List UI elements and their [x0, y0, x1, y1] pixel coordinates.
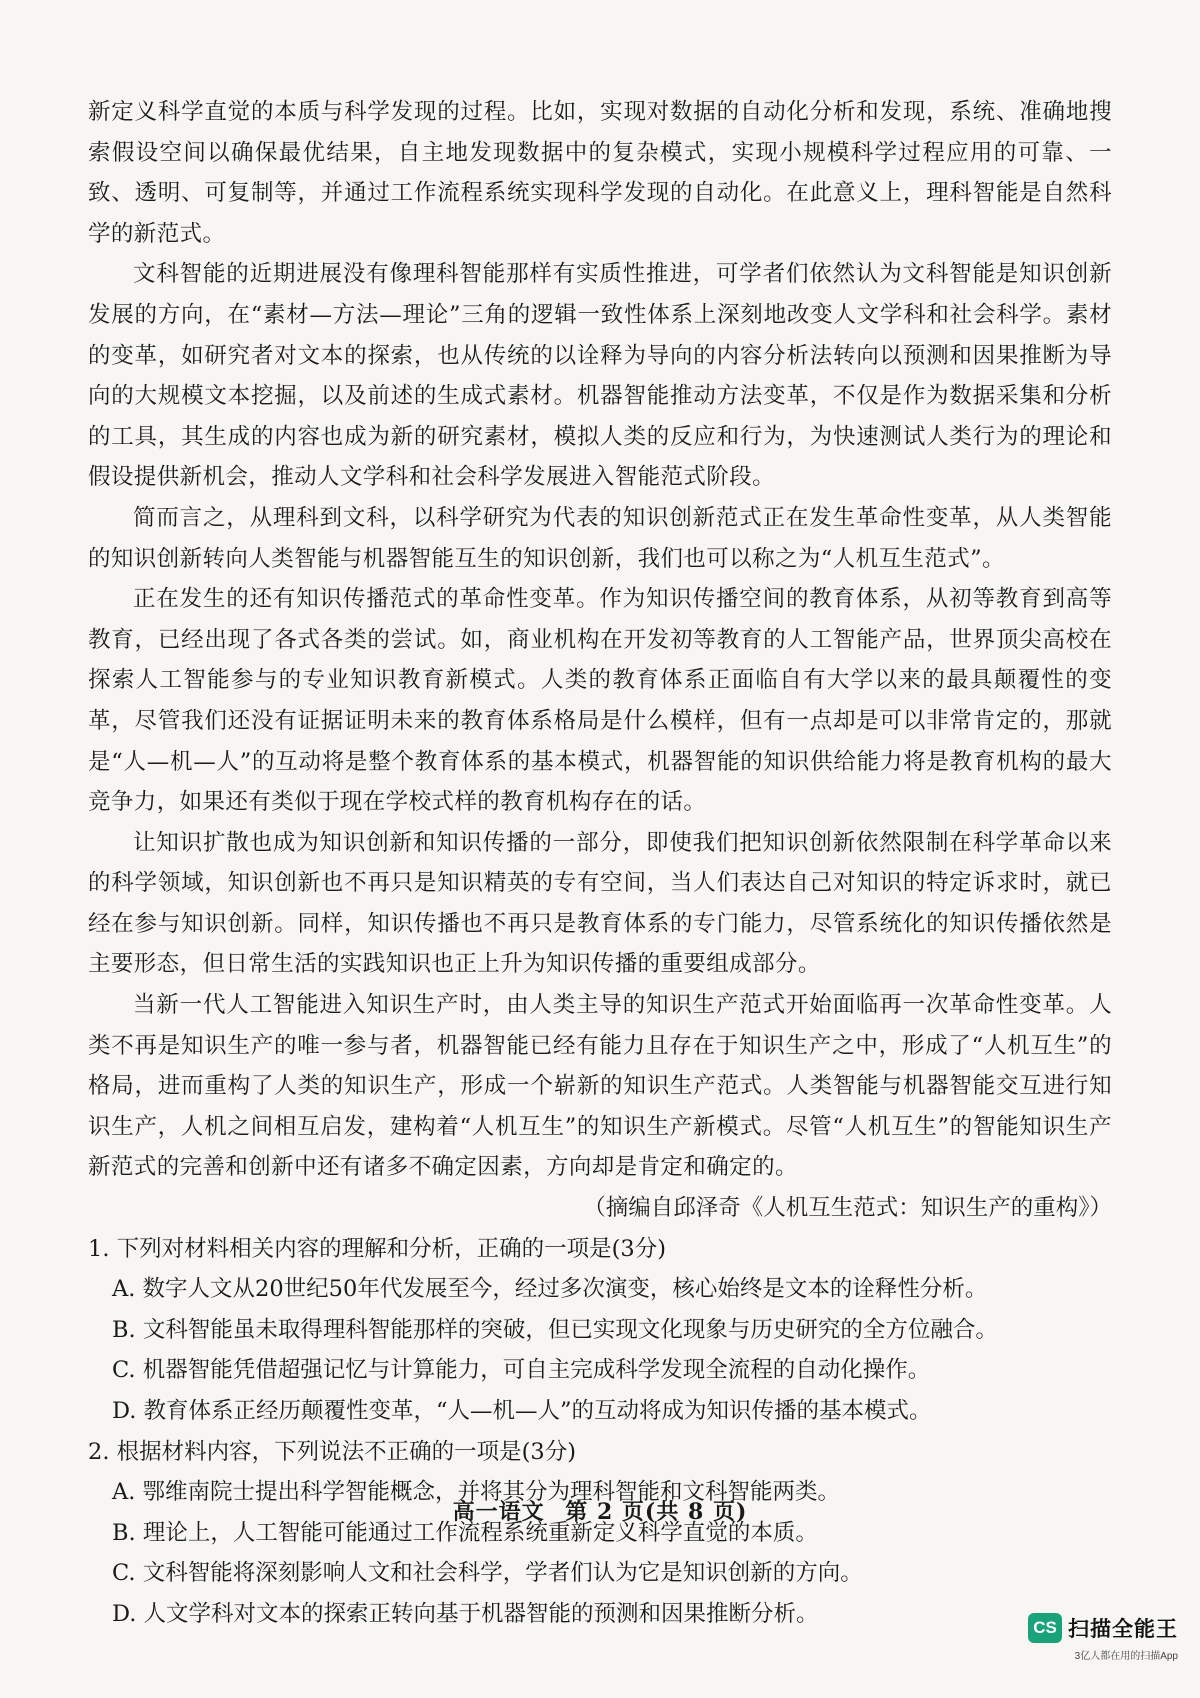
paragraph-5: 让知识扩散也成为知识创新和知识传播的一部分，即使我们把知识创新依然限制在科学革命以来的科学领域，知识创新也不再只是知识精英的专有空间，当人们表达自己对知识的特定诉求时，就已经在参与知识创新。同样，知识传播也不再只是教育体系的专门能力，尽管系统化的知识传播依然是主要形态，但日常生活的实践知识也正上升为知识传播的重要组成部分。 — [88, 829, 1112, 978]
document-body — [88, 92, 1112, 1635]
source-citation: （摘编自邱泽奇《人机互生范式：知识生产的重构》） — [583, 1195, 1112, 1222]
paragraph-1: 新定义科学直觉的本质与科学发现的过程。比如，实现对数据的自动化分析和发现，系统、准确地搜索假设空间以确保最优结果，自主地发现数据中的复杂模式，实现小规模科学过程应用的可靠、一致、透明、可复制等，并通过工作流程系统实现科学发现的自动化。在此意义上，理科智能是自然科学的新范式。 — [88, 99, 1112, 247]
question-stem: 1. 下列对材料相关内容的理解和分析，正确的一项是(3分) — [88, 1235, 666, 1262]
paragraph-4: 正在发生的还有知识传播范式的革命性变革。作为知识传播空间的教育体系，从初等教育到高等教育，已经出现了各式各类的尝试。如，商业机构在开发初等教育的人工智能产品，世界顶尖高校在探索人工智能参与的专业知识教育新模式。人类的教育体系正面临自有大学以来的最具颠覆性的变革，尽管我们还没有证据证明未来的教育体系格局是什么模样，但有一点却是可以非常肯定的，那就是“人—机—人”的互动将是整个教育体系的基本模式，机器智能的知识供给能力将是教育机构的最大竞争力，如果还有类似于现在学校式样的教育机构存在的话。 — [88, 586, 1112, 816]
footer-subject: 高一语文 — [452, 1499, 545, 1525]
option-d: D. 人文学科对文本的探索正转向基于机器智能的预测和因果推断分析。 — [112, 1600, 819, 1627]
footer-page-number: 第 2 页(共 8 页) — [565, 1499, 748, 1525]
paragraph-6: 当新一代人工智能进入知识生产时，由人类主导的知识生产范式开始面临再一次革命性变革。人类不再是知识生产的唯一参与者，机器智能已经有能力且存在于知识生产之中，形成了“人机互生”的格局，进而重构了人类的知识生产，形成一个崭新的知识生产范式。人类智能与机器智能交互进行知识生产，人机之间相互启发，建构着“人机互生”的知识生产新模式。尽管“人机互生”的智能知识生产新范式的完善和创新中还有诸多不确定因素，方向却是肯定和确定的。 — [88, 992, 1112, 1181]
paragraph-3: 简而言之，从理科到文科，以科学研究为代表的知识创新范式正在发生革命性变革，从人类智能的知识创新转向人类智能与机器智能互生的知识创新，我们也可以称之为“人机互生范式”。 — [88, 504, 1112, 572]
option-a: A. 数字人文从20世纪50年代发展至今，经过多次演变，核心始终是文本的诠释性分析。 — [112, 1276, 988, 1303]
option-a: A. 鄂维南院士提出科学智能概念，并将其分为理科智能和文科智能两类。 — [112, 1479, 841, 1506]
option-c: C. 文科智能将深刻影响人文和社会科学，学者们认为它是知识创新的方向。 — [112, 1560, 863, 1587]
option-d: D. 教育体系正经历颠覆性变革，“人—机—人”的互动将成为知识传播的基本模式。 — [112, 1398, 932, 1424]
watermark-tagline: 3亿人都在用的扫描App — [1074, 1651, 1178, 1662]
page-footer — [0, 1495, 1200, 1526]
camscanner-logo-icon: CS — [1028, 1613, 1062, 1643]
question-stem: 2. 根据材料内容，下列说法不正确的一项是(3分) — [88, 1438, 576, 1465]
paragraph-2: 文科智能的近期进展没有像理科智能那样有实质性推进，可学者们依然认为文科智能是知识创新发展的方向，在“素材—方法—理论”三角的逻辑一致性体系上深刻地改变人文学科和社会科学。素材的变革，如研究者对文本的探索，也从传统的以诠释为导向的内容分析法转向以预测和因果推断为导向的大规模文本挖掘，以及前述的生成式素材。机器智能推动方法变革，不仅是作为数据采集和分析的工具，其生成的内容也成为新的研究素材，模拟人类的反应和行为，为快速测试人类行为的理论和假设提供新机会，推动人文学科和社会科学发展进入智能范式阶段。 — [88, 261, 1112, 491]
option-b: B. 文科智能虽未取得理科智能那样的突破，但已实现文化现象与历史研究的全方位融合。 — [112, 1316, 998, 1343]
question-2 — [88, 1432, 1112, 1635]
scanner-watermark — [1028, 1613, 1178, 1662]
watermark-app-name: 扫描全能王 — [1068, 1618, 1178, 1641]
option-b: B. 理论上，人工智能可能通过工作流程系统重新定义科学直觉的本质。 — [112, 1519, 818, 1546]
question-1 — [88, 1229, 1112, 1432]
option-c: C. 机器智能凭借超强记忆与计算能力，可自主完成科学发现全流程的自动化操作。 — [112, 1357, 931, 1384]
